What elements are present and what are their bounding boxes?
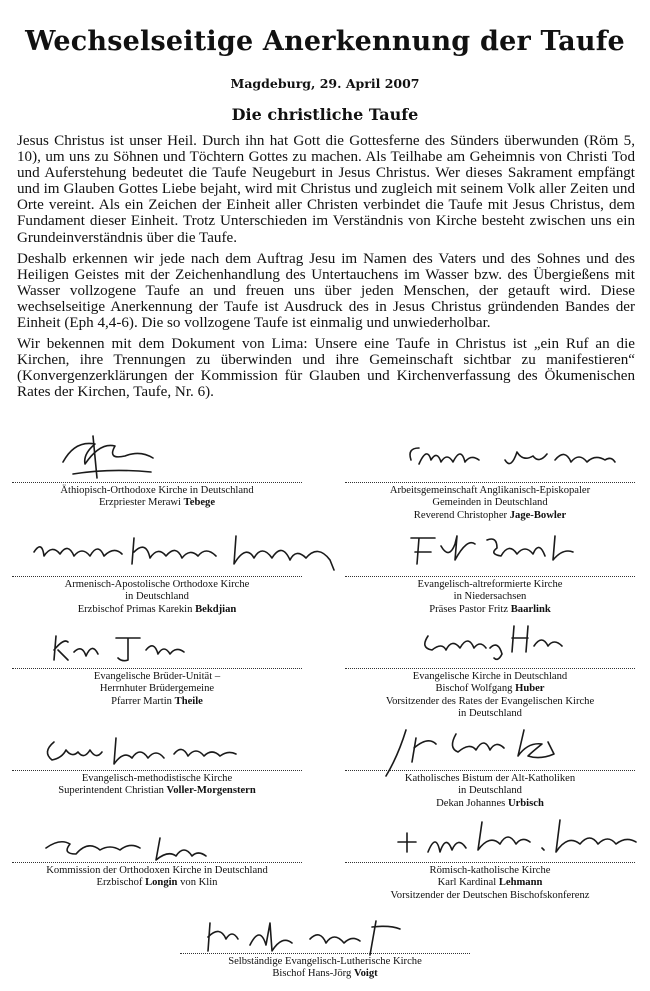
signature-theile [50, 630, 190, 666]
section-heading: Die christliche Taufe [231, 105, 419, 124]
signatory-name: Bischof Hans-Jörg Voigt [272, 968, 378, 980]
church-name: Arbeitsgemeinschaft Anglikanisch-Episkopaler [389, 485, 591, 496]
signature-block-ethiopian [12, 482, 302, 510]
paragraph-2: Deshalb erkennen wir jede nach dem Auftrag Jesu im Namen des Vaters und des Sohnes und des Heiligen Geistes mit der Zeichenhandlung des Untertauchens im Wasser bzw. des Übergießens mit Wasser vollzogene Taufe an und freuen uns über jeden Menschen, der getauft wird. Diese wechselseitige Anerkennung der Taufe ist Ausdruck des in Jesus Christus gründenden Bandes der Einheit (Eph 4,4-6). Die so vollzogene Taufe ist einmalig und unwiederholbar. [17, 250, 635, 332]
signature-block-lutheran [180, 953, 470, 981]
signature-bekdjian [30, 530, 350, 574]
signature-line [180, 953, 470, 954]
signatory-name: Bischof Wolfgang Huber [435, 683, 545, 695]
signature-line [12, 862, 302, 863]
signature-line [345, 862, 635, 863]
signature-line [345, 770, 635, 771]
church-name-cont: in Deutschland [458, 785, 522, 797]
signature-block-old-reformed [345, 576, 635, 616]
signature-baarlink [405, 530, 580, 574]
signature-block-moravian [12, 668, 302, 708]
document-title: Wechselseitige Anerkennung der Taufe [25, 26, 625, 57]
paragraph-3: Wir bekennen mit dem Dokument von Lima: Unsere eine Taufe in Christus ist „ein Ruf an die Kirchen, ihre Trennungen zu überwinden und ihre Gemeinschaft sichtbar zu manifestieren“ (Konvergenzerklärungen der Kommission für Glauben und Kirchenverfassung des Ökumenischen Rates der Kirchen, Taufe, Nr. 6). [17, 336, 635, 401]
signature-block-old-catholic [345, 770, 635, 810]
signatory-name: Reverend Christopher Jage-Bowler [413, 509, 567, 521]
church-name: Äthiopisch-Orthodoxe Kirche in Deutschland [60, 485, 254, 496]
signatory-role: Vorsitzender der Deutschen Bischofskonferenz [390, 889, 590, 901]
signature-voller-morgenstern [40, 730, 240, 774]
place-and-date: Magdeburg, 29. April 2007 [230, 76, 420, 91]
signature-block-anglican [345, 482, 635, 522]
church-name: Armenisch-Apostolische Orthodoxe Kirche [64, 579, 250, 590]
signature-line [12, 576, 302, 577]
signatory-role: Vorsitzender des Rates der Evangelischen Kirche [385, 695, 595, 707]
signature-line [12, 668, 302, 669]
signature-line [345, 576, 635, 577]
signatory-role-cont: in Deutschland [458, 708, 522, 720]
church-name: Evangelische Kirche in Deutschland [412, 671, 568, 682]
signatory-name: Erzpriester Merawi Tebege [98, 497, 216, 509]
church-name-cont: in Niedersachsen [453, 591, 527, 603]
signature-line [12, 770, 302, 771]
church-name: Evangelische Brüder-Unität – [93, 671, 221, 682]
church-name: Selbständige Evangelisch-Lutherische Kirche [228, 956, 422, 967]
signature-lehmann [392, 812, 642, 868]
signature-line [345, 482, 635, 483]
declaration-text [17, 133, 635, 406]
signatory-name: Superintendent Christian Voller-Morgenstern [58, 785, 256, 797]
signature-block-ekd [345, 668, 635, 721]
signature-longin [40, 830, 220, 866]
signature-line [12, 482, 302, 483]
church-name: Katholisches Bistum der Alt-Katholiken [404, 773, 576, 784]
church-name: Evangelisch-methodistische Kirche [81, 773, 233, 784]
church-name-cont: Gemeinden in Deutschland [432, 497, 548, 509]
church-name: Kommission der Orthodoxen Kirche in Deutschland [46, 865, 268, 876]
signature-jage-bowler [405, 440, 620, 476]
signatory-name: Pfarrer Martin Theile [111, 695, 203, 707]
church-name-cont: in Deutschland [125, 591, 189, 603]
signature-block-methodist [12, 770, 302, 798]
paragraph-1: Jesus Christus ist unser Heil. Durch ihn hat Gott die Gottesferne des Sünders überwunden (Röm 5, 10), um uns zu Söhnen und Töchtern Gottes zu machen. Als Teilhabe am Geheimnis von Christi Tod und Auferstehung bedeutet die Taufe Neugeburt in Jesus Christus. Wer dieses Sakrament empfängt und im Glauben Gottes Liebe bejaht, wird mit Christus und zugleich mit seinem Volk aller Zeiten und Orte vereint. Als ein Zeichen der Einheit aller Christen verbindet die Taufe mit Jesus Christus, dem Fundament dieser Einheit. Trotz Unterschieden im Verständnis von Kirche besteht zwischen uns ein Grundeinverständnis über die Taufe. [17, 133, 635, 246]
signature-block-catholic [345, 862, 635, 902]
church-name-cont: Herrnhuter Brüdergemeine [99, 683, 215, 695]
signatory-name: Erzbischof Primas Karekin Bekdjian [77, 603, 237, 615]
signature-huber [418, 620, 568, 664]
signatory-name: Karl Kardinal Lehmann [437, 877, 543, 889]
signature-line [345, 668, 635, 669]
church-name: Evangelisch-altreformierte Kirche [417, 579, 563, 590]
signature-block-orthodox-commission [12, 862, 302, 890]
signatory-name: Präses Pastor Fritz Baarlink [429, 603, 551, 615]
signature-tebege [55, 432, 165, 482]
signatory-name: Dekan Johannes Urbisch [436, 797, 544, 809]
signature-block-armenian [12, 576, 302, 616]
church-name: Römisch-katholische Kirche [429, 865, 551, 876]
signatory-name: Erzbischof Longin von Klin [96, 877, 218, 889]
